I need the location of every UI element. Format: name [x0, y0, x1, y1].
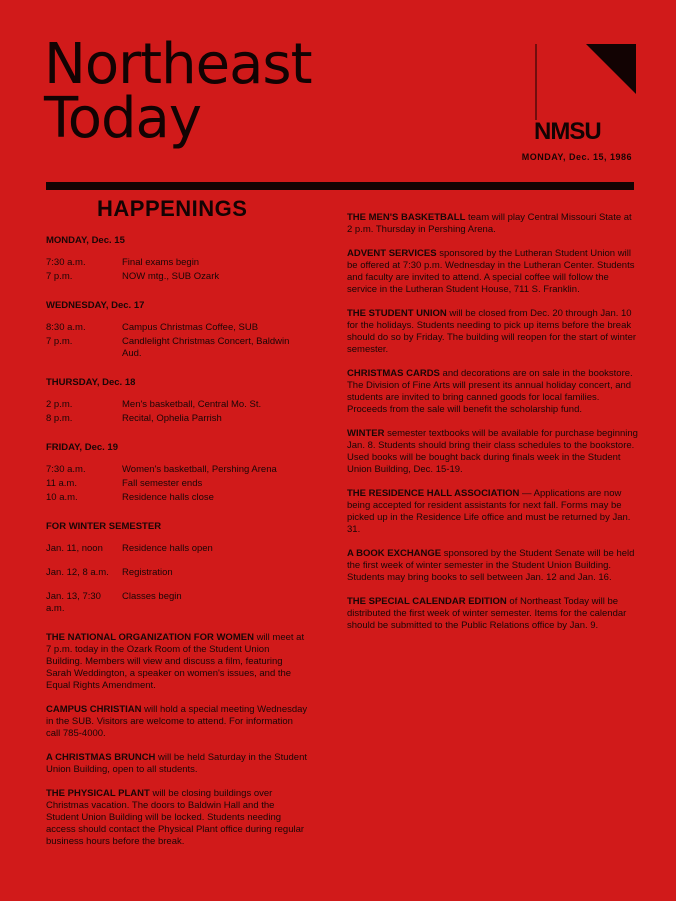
- winter-time: Jan. 12, 8 a.m.: [46, 567, 109, 578]
- event-time: 7 p.m.: [46, 271, 73, 282]
- masthead: [44, 32, 312, 151]
- calendar-event: [46, 464, 308, 476]
- masthead-title-line1: Northeast: [44, 32, 312, 97]
- news-item-lead: THE NATIONAL ORGANIZATION FOR WOMEN: [46, 632, 254, 643]
- winter-time: Jan. 11, noon: [46, 543, 103, 554]
- event-time: 7:30 a.m.: [46, 257, 86, 268]
- event-time: 8 p.m.: [46, 413, 73, 424]
- left-column: [46, 196, 308, 860]
- issue-date: MONDAY, Dec. 15, 1986: [521, 152, 632, 162]
- news-item-lead: CHRISTMAS CARDS: [347, 368, 440, 379]
- news-item-body: will be closed from Dec. 20 through Jan. 10 for the holidays. Students needing to pick up items before the break should do so by Friday. The building will reopen for the start of winter semester.: [347, 308, 637, 355]
- calendar-day: [46, 235, 308, 283]
- news-item-body: of Northeast Today will be distributed the first week of winter semester. Items for the calendar should be submitted to the Public Relations office by Jan. 9.: [347, 596, 627, 631]
- event-desc: Residence halls close: [122, 492, 214, 503]
- news-item-body: and decorations are on sale in the bookstore. The Division of Fine Arts will present its annual holiday concert, and students are invited to bring canned goods for local families. Proceeds from the sale will benefit the scholarship fund.: [347, 368, 633, 415]
- news-item-lead: THE STUDENT UNION: [347, 308, 447, 319]
- happenings-heading: HAPPENINGS: [97, 196, 248, 221]
- event-desc: Campus Christmas Coffee, SUB: [122, 322, 259, 333]
- event-desc: Candlelight Christmas Concert, Baldwin Aud.: [122, 336, 290, 359]
- calendar-event: [46, 399, 308, 411]
- news-item-body: will be held Saturday in the Student Union Building, open to all students.: [46, 752, 307, 775]
- news-item: [46, 632, 308, 692]
- right-column: [347, 212, 639, 644]
- winter-label: FOR WINTER SEMESTER: [46, 521, 162, 532]
- news-item-lead: A CHRISTMAS BRUNCH: [46, 752, 156, 763]
- news-item: [46, 752, 308, 776]
- news-item: [347, 548, 639, 584]
- news-item: [46, 704, 308, 740]
- calendar-event: [46, 322, 308, 334]
- news-item-lead: THE RESIDENCE HALL ASSOCIATION: [347, 488, 520, 499]
- event-desc: Men's basketball, Central Mo. St.: [122, 399, 262, 410]
- news-item: [347, 596, 639, 632]
- masthead-title-line2: Today: [44, 86, 201, 151]
- event-time: 2 p.m.: [46, 399, 73, 410]
- news-item-body: sponsored by the Student Senate will be held the first week of winter semester in the Student Union Building. Students may bring books to sell between Jan. 12 and Jan. 16.: [347, 548, 635, 583]
- calendar-event: [46, 271, 308, 283]
- calendar-day: [46, 300, 308, 360]
- news-item: [347, 308, 639, 356]
- news-item-lead: A BOOK EXCHANGE: [347, 548, 442, 559]
- event-time: 10 a.m.: [46, 492, 78, 503]
- calendar-event: [46, 257, 308, 269]
- news-item-lead: THE SPECIAL CALENDAR EDITION: [347, 596, 507, 607]
- event-time: 7:30 a.m.: [46, 464, 86, 475]
- news-item: [347, 428, 639, 476]
- calendar-event: [46, 413, 308, 425]
- winter-row: [46, 543, 308, 555]
- winter-desc: Registration: [122, 567, 173, 578]
- news-item-lead: WINTER: [347, 428, 385, 439]
- news-item-lead: THE PHYSICAL PLANT: [46, 788, 150, 799]
- day-label: MONDAY, Dec. 15: [46, 235, 125, 246]
- calendar-day: [46, 377, 308, 425]
- news-item-body: will be closing buildings over Christmas vacation. The doors to Baldwin Hall and the Student Union Building will be locked. Students needing access should contact the Physical Plant office during regular business hours before the break.: [46, 788, 305, 847]
- event-desc: Final exams begin: [122, 257, 200, 268]
- news-item-lead: CAMPUS CHRISTIAN: [46, 704, 142, 715]
- news-item-lead: THE MEN'S BASKETBALL: [347, 212, 466, 223]
- day-label: WEDNESDAY, Dec. 17: [46, 300, 145, 311]
- winter-desc: Residence halls open: [122, 543, 213, 554]
- news-item: [347, 212, 639, 236]
- news-item-body: sponsored by the Lutheran Student Union will be offered at 7:30 p.m. Wednesday in the Lutheran Center. Students and faculty are invited to attend. A special coffee will follow the service in the Lutheran Student House, 711 S. Franklin.: [347, 248, 635, 295]
- event-desc: NOW mtg., SUB Ozark: [122, 271, 220, 282]
- calendar-day: [46, 442, 308, 504]
- news-item: [347, 368, 639, 416]
- winter-row: [46, 567, 308, 579]
- day-label: FRIDAY, Dec. 19: [46, 442, 118, 453]
- event-desc: Women's basketball, Pershing Arena: [122, 464, 277, 475]
- news-item-body: — Applications are now being accepted for resident assistants for next fall. Forms may be picked up in the Residence Life office and must be returned by Jan. 31.: [347, 488, 631, 535]
- calendar-event: [46, 492, 308, 504]
- day-label: THURSDAY, Dec. 18: [46, 377, 136, 388]
- event-time: 7 p.m.: [46, 336, 73, 347]
- winter-semester: [46, 521, 308, 615]
- calendar-event: [46, 336, 308, 360]
- nmsu-logo: [534, 44, 636, 144]
- event-desc: Recital, Ophelia Parrish: [122, 413, 222, 424]
- event-desc: Fall semester ends: [122, 478, 203, 489]
- news-item-body: will hold a special meeting Wednesday in the SUB. Visitors are welcome to attend. For information call 785-4000.: [46, 704, 308, 739]
- event-time: 11 a.m.: [46, 478, 77, 489]
- winter-desc: Classes begin: [122, 591, 182, 602]
- news-item: [347, 248, 639, 296]
- news-item-body: will meet at 7 p.m. today in the Ozark Room of the Student Union Building. Members will view and discuss a film, featuring Sarah Weddington, a speaker on women's issues, and the Equal Rights Amendment.: [46, 632, 305, 691]
- news-item-body: semester textbooks will be available for purchase beginning Jan. 8. Students should bring their class schedules to the bookstore. Used books will be bought back during finals week in the Student Union Building, Dec. 15-19.: [347, 428, 638, 475]
- news-item-body: team will play Central Missouri State at 2 p.m. Thursday in Pershing Arena.: [347, 212, 632, 235]
- masthead-rule: [46, 182, 634, 190]
- news-item: [347, 488, 639, 536]
- event-time: 8:30 a.m.: [46, 322, 86, 333]
- calendar-event: [46, 478, 308, 490]
- logo-text: NMSU: [534, 118, 601, 145]
- news-item-lead: ADVENT SERVICES: [347, 248, 437, 259]
- winter-row: [46, 591, 308, 615]
- news-item: [46, 788, 308, 848]
- winter-time: Jan. 13, 7:30 a.m.: [46, 591, 101, 614]
